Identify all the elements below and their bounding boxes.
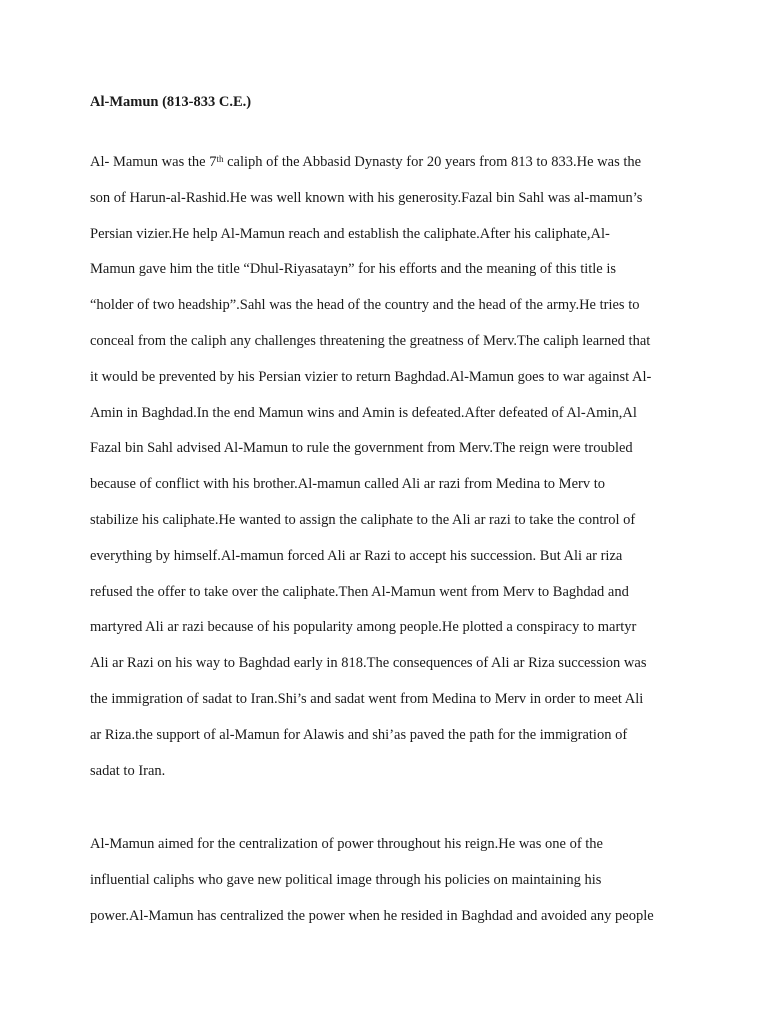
line-text: caliph of the Abbasid Dynasty for 20 years from 813 to 833.He was the: [223, 154, 642, 170]
paragraph-1: [90, 153, 690, 797]
paragraph-line: conceal from the caliph any challenges threatening the greatness of Merv.The caliph learned that: [90, 332, 651, 349]
line-text: Al- Mamun was the 7: [90, 154, 217, 170]
paragraph-line: because of conflict with his brother.Al-mamun called Ali ar razi from Medina to Merv to: [90, 476, 605, 493]
paragraph-line: Al-Mamun aimed for the centralization of power throughout his reign.He was one of the: [90, 836, 603, 852]
paragraph-line: martyred Ali ar razi because of his popularity among people.He plotted a conspiracy to martyr: [90, 619, 637, 636]
paragraph-line: Ali ar Razi on his way to Baghdad early in 818.The consequences of Ali ar Riza succession was: [90, 655, 647, 672]
paragraph-line: Fazal bin Sahl advised Al-Mamun to rule the government from Merv.The reign were troubled: [90, 440, 633, 457]
paragraph-line: stabilize his caliphate.He wanted to assign the caliphate to the Ali ar razi to take the control of: [90, 511, 636, 528]
paragraph-line: everything by himself.Al-mamun forced Ali ar Razi to accept his succession. But Ali ar riza: [90, 547, 623, 564]
paragraph-line: Mamun gave him the title “Dhul-Riyasatayn” for his efforts and the meaning of this title is: [90, 261, 617, 278]
document-title: Al-Mamun (813-833 C.E.): [90, 94, 252, 110]
paragraph-line: Amin in Baghdad.In the end Mamun wins and Amin is defeated.After defeated of Al-Amin,Al: [90, 404, 637, 421]
paragraph-line: “holder of two headship”.Sahl was the head of the country and the head of the army.He tries to: [90, 297, 640, 314]
paragraph-line: sadat to Iran.: [90, 762, 166, 779]
ordinal-superscript: th: [216, 154, 224, 164]
paragraph-line: power.Al-Mamun has centralized the power when he resided in Baghdad and avoided any people: [90, 907, 654, 924]
paragraph-line: [90, 153, 690, 189]
paragraph-line: it would be prevented by his Persian vizier to return Baghdad.Al-Mamun goes to war against Al-: [90, 368, 652, 385]
paragraph-2: [90, 835, 690, 942]
paragraph-line: influential caliphs who gave new political image through his policies on maintaining his: [90, 871, 602, 888]
paragraph-line: refused the offer to take over the caliphate.Then Al-Mamun went from Merv to Baghdad and: [90, 583, 629, 600]
paragraph-line: ar Riza.the support of al-Mamun for Alawis and shi’as paved the path for the immigration of: [90, 726, 628, 743]
paragraph-line: the immigration of sadat to Iran.Shi’s and sadat went from Medina to Merv in order to meet Ali: [90, 690, 644, 707]
paragraph-line: Persian vizier.He help Al-Mamun reach and establish the caliphate.After his caliphate,Al-: [90, 225, 610, 242]
paragraph-line: son of Harun-al-Rashid.He was well known with his generosity.Fazal bin Sahl was al-mamun’s: [90, 189, 643, 206]
